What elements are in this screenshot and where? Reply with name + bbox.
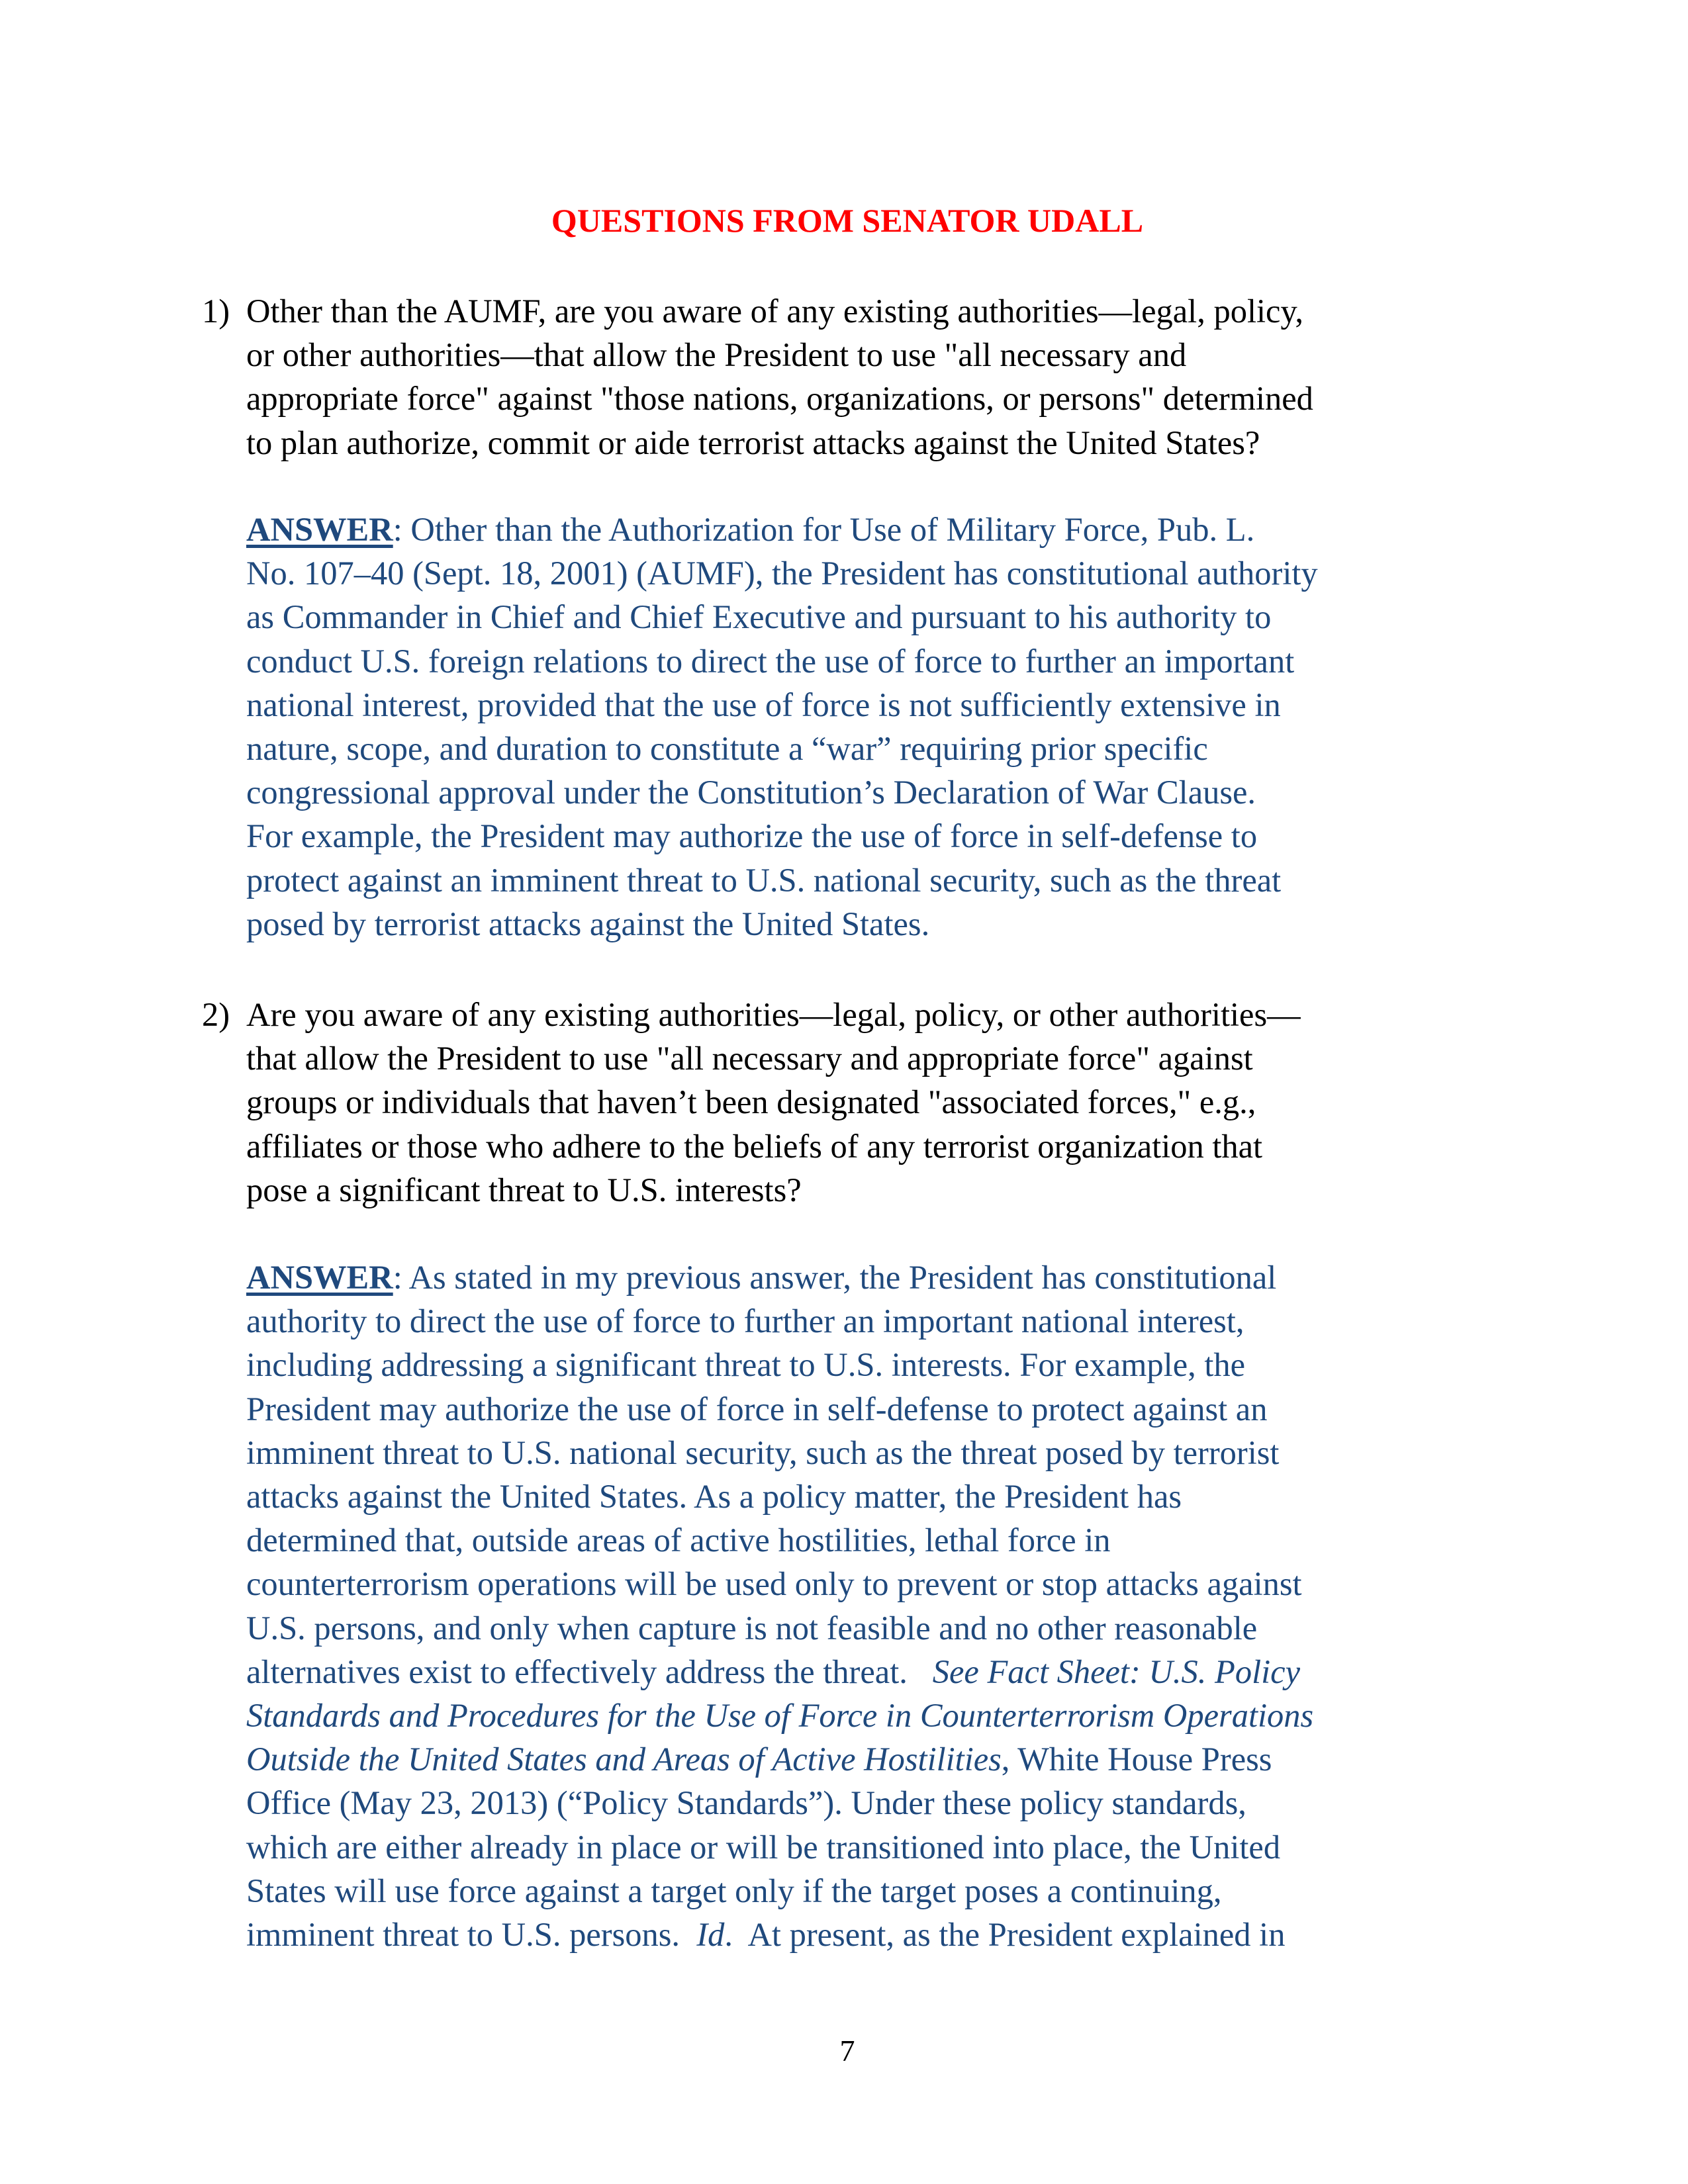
question-2	[202, 993, 1491, 1212]
answer-line: protect against an imminent threat to U.S. national security, such as the threat	[246, 861, 1282, 899]
answer-line: attacks against the United States. As a policy matter, the President has	[246, 1478, 1182, 1516]
answer-text: : Other than the Authorization for Use of Military Force, Pub. L.	[393, 511, 1255, 548]
answer-line: determined that, outside areas of active hostilities, lethal force in	[246, 1522, 1111, 1559]
answer-line: nature, scope, and duration to constitute a “war” requiring prior specific	[246, 730, 1208, 768]
answer-line: posed by terrorist attacks against the United States.	[246, 905, 930, 942]
answer-line: President may authorize the use of force in self-defense to protect against an	[246, 1390, 1268, 1428]
question-1	[202, 289, 1491, 465]
answer-text: , White House Press	[1001, 1741, 1272, 1778]
answer-line: which are either already in place or will be transitioned into place, the United	[246, 1828, 1281, 1866]
page-title: QUESTIONS FROM SENATOR UDALL	[551, 202, 1144, 239]
answer-line: No. 107–40 (Sept. 18, 2001) (AUMF), the President has constitutional authority	[246, 555, 1318, 592]
answer-line: as Commander in Chief and Chief Executive and pursuant to his authority to	[246, 598, 1272, 636]
answer-line: national interest, provided that the use of force is not sufficiently extensive in	[246, 686, 1281, 723]
answer-1	[246, 508, 1491, 946]
answer-last-line	[246, 1913, 1491, 1956]
answer-label: ANSWER	[246, 1259, 393, 1296]
answer-text: . At present, as the President explained in	[724, 1916, 1286, 1954]
answer-text: : As stated in my previous answer, the President has constitutional	[393, 1259, 1277, 1296]
page-number: 7	[839, 2034, 855, 2068]
question-line: that allow the President to use "all necessary and appropriate force" against	[246, 1040, 1253, 1077]
answer-line-citation	[246, 1737, 1491, 1781]
citation-italic: See Fact Sheet: U.S. Policy	[932, 1653, 1300, 1690]
answer-line: congressional approval under the Constitution’s Declaration of War Clause.	[246, 774, 1256, 811]
citation-title-line: Standards and Procedures for the Use of Force in Counterterrorism Operations	[246, 1697, 1314, 1735]
answer-line: including addressing a significant threat to U.S. interests. For example, the	[246, 1346, 1246, 1384]
answer-line: For example, the President may authorize the use of force in self-defense to	[246, 817, 1258, 855]
answer-line: counterterrorism operations will be used only to prevent or stop attacks against	[246, 1565, 1302, 1603]
citation-italic: Outside the United States and Areas of Active Hostilities	[246, 1741, 1002, 1778]
answer-label: ANSWER	[246, 511, 393, 548]
question-line: to plan authorize, commit or aide terrorist attacks against the United States?	[246, 424, 1260, 461]
question-number: 1)	[202, 293, 230, 330]
question-line: appropriate force" against "those nations, organizations, or persons" determined	[246, 380, 1313, 418]
question-line: Are you aware of any existing authorities—legal, policy, or other authorities—	[246, 996, 1301, 1033]
answer-2	[246, 1255, 1491, 1956]
answer-line-citation	[246, 1650, 1491, 1694]
answer-line: imminent threat to U.S. national security, such as the threat posed by terrorist	[246, 1433, 1280, 1471]
id-citation: Id	[696, 1916, 725, 1954]
question-line: or other authorities—that allow the President to use "all necessary and	[246, 336, 1187, 374]
answer-line: U.S. persons, and only when capture is not feasible and no other reasonable	[246, 1609, 1258, 1647]
answer-text: alternatives exist to effectively address the threat.	[246, 1653, 933, 1690]
answer-line: States will use force against a target only if the target poses a continuing,	[246, 1872, 1222, 1909]
question-line: affiliates or those who adhere to the beliefs of any terrorist organization that	[246, 1127, 1263, 1165]
question-number: 2)	[202, 996, 230, 1033]
answer-line: conduct U.S. foreign relations to direct the use of force to further an important	[246, 642, 1295, 680]
answer-first-line	[246, 508, 1491, 551]
answer-line: authority to direct the use of force to further an important national interest,	[246, 1302, 1244, 1340]
question-line: Other than the AUMF, are you aware of any existing authorities—legal, policy,	[246, 293, 1304, 330]
answer-first-line	[246, 1255, 1491, 1299]
answer-line: Office (May 23, 2013) (“Policy Standards”). Under these policy standards,	[246, 1784, 1246, 1822]
answer-text: imminent threat to U.S. persons.	[246, 1916, 697, 1954]
question-line: groups or individuals that haven’t been designated "associated forces," e.g.,	[246, 1083, 1256, 1121]
question-line: pose a significant threat to U.S. interests?	[246, 1171, 802, 1208]
